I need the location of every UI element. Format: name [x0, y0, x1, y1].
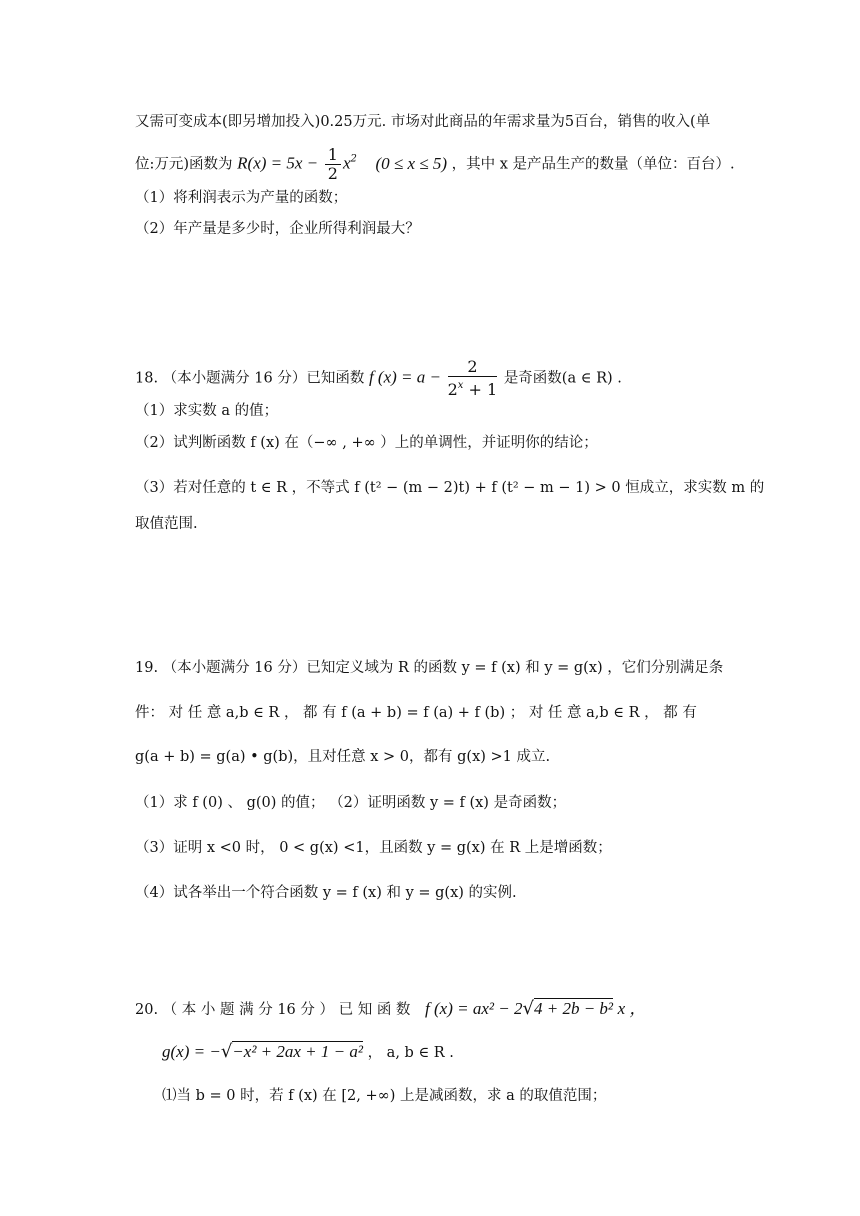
p19-line-1: 19. （本小题满分 16 分）已知定义域为 R 的函数 y = f (x) 和 y = g(x) ，它们分别满足条	[135, 660, 724, 676]
p19-question-3: （3）证明 x <0 时， 0 < g(x) <1，且函数 y = g(x) 在 R 上是增函数；	[135, 840, 612, 856]
p17-line-2	[135, 146, 735, 183]
p17-question-1: （1）将利润表示为产量的函数；	[135, 190, 348, 206]
p19-line-3: g(a + b) = g(a) • g(b)，且对任意 x > 0，都有 g(x) >1 成立.	[135, 749, 551, 765]
p17-line-2-prefix: 位:万元)函数为	[135, 156, 233, 173]
p18-den-base: 2	[447, 380, 458, 399]
half-fraction	[325, 146, 341, 183]
p20-intro-prefix: 20. （ 本 小 题 满 分 16 分 ） 已 知 函 数	[135, 1002, 411, 1018]
p20-line-1	[135, 998, 646, 1021]
p20-g-radicand: −x² + 2ax + 1 − a²	[232, 1042, 363, 1061]
p20-line-2	[162, 1041, 454, 1064]
p18-intro-prefix: 18. （本小题满分 16 分）已知函数	[135, 370, 365, 387]
p18-den-tail: + 1	[463, 380, 498, 399]
p20-g-tail: ， a, b ∈ R .	[367, 1045, 454, 1061]
p17-line-2-suffix: ，其中 x 是产品生产的数量（单位：百台）.	[451, 156, 735, 173]
p18-question-3: （3）若对任意的 t ∈ R ，不等式 f (t² − (m − 2)t) + f (t² − m − 1) > 0 恒成立，求实数 m 的	[135, 480, 765, 496]
p18-question-3-cont: 取值范围.	[135, 516, 198, 532]
p20-g-lhs: g(x) = −	[162, 1042, 221, 1061]
half-denominator: 2	[327, 164, 338, 183]
p18-fraction-numerator: 2	[448, 358, 498, 377]
revenue-function-lhs: R(x) = 5x −	[237, 153, 319, 173]
p18-fraction	[448, 358, 498, 399]
revenue-domain: (0 ≤ x ≤ 5)	[375, 153, 448, 173]
p18-intro-suffix: 是奇函数(a ∈ R) .	[503, 370, 622, 387]
p17-line-1: 又需可变成本(即另增加投入)0.25万元. 市场对此商品的年需求量为5百台，销售的收入(单	[135, 114, 711, 130]
half-numerator: 1	[325, 146, 341, 165]
p20-sqrt-sign-icon: √	[522, 998, 534, 1019]
revenue-square: 2	[350, 153, 357, 165]
p18-question-2: （2）试判断函数 f (x) 在（−∞ , +∞ ）上的单调性，并证明你的结论；	[135, 435, 598, 451]
p18-function-lhs: f (x) = a −	[368, 367, 441, 387]
p20-f-lhs: f (x) = ax² − 2	[425, 999, 523, 1018]
p20-f-tail: x ，	[617, 999, 647, 1018]
p19-questions-1-2: （1）求 f (0) 、 g(0) 的值； （2）证明函数 y = f (x) 是奇函数；	[135, 795, 567, 811]
p20-sqrt-sign-2-icon: √	[220, 1041, 233, 1062]
p18-den-exponent: x	[457, 380, 464, 391]
p18-intro	[135, 358, 622, 399]
p19-question-4: （4）试各举出一个符合函数 y = f (x) 和 y = g(x) 的实例.	[135, 885, 517, 901]
p20-question-1: ⑴当 b = 0 时，若 f (x) 在 [2, +∞) 上是减函数，求 a 的取值范围；	[162, 1088, 607, 1104]
p18-fraction-denominator	[448, 377, 498, 399]
revenue-x: x	[342, 153, 351, 173]
p20-f-radicand: 4 + 2b − b²	[533, 999, 614, 1018]
p19-line-2: 件： 对 任 意 a,b ∈ R ， 都 有 f (a + b) = f (a) + f (b) ； 对 任 意 a,b ∈ R ， 都 有	[135, 705, 697, 721]
p18-question-1: （1）求实数 a 的值；	[135, 403, 279, 419]
p17-question-2: （2）年产量是多少时，企业所得利润最大？	[135, 221, 420, 237]
